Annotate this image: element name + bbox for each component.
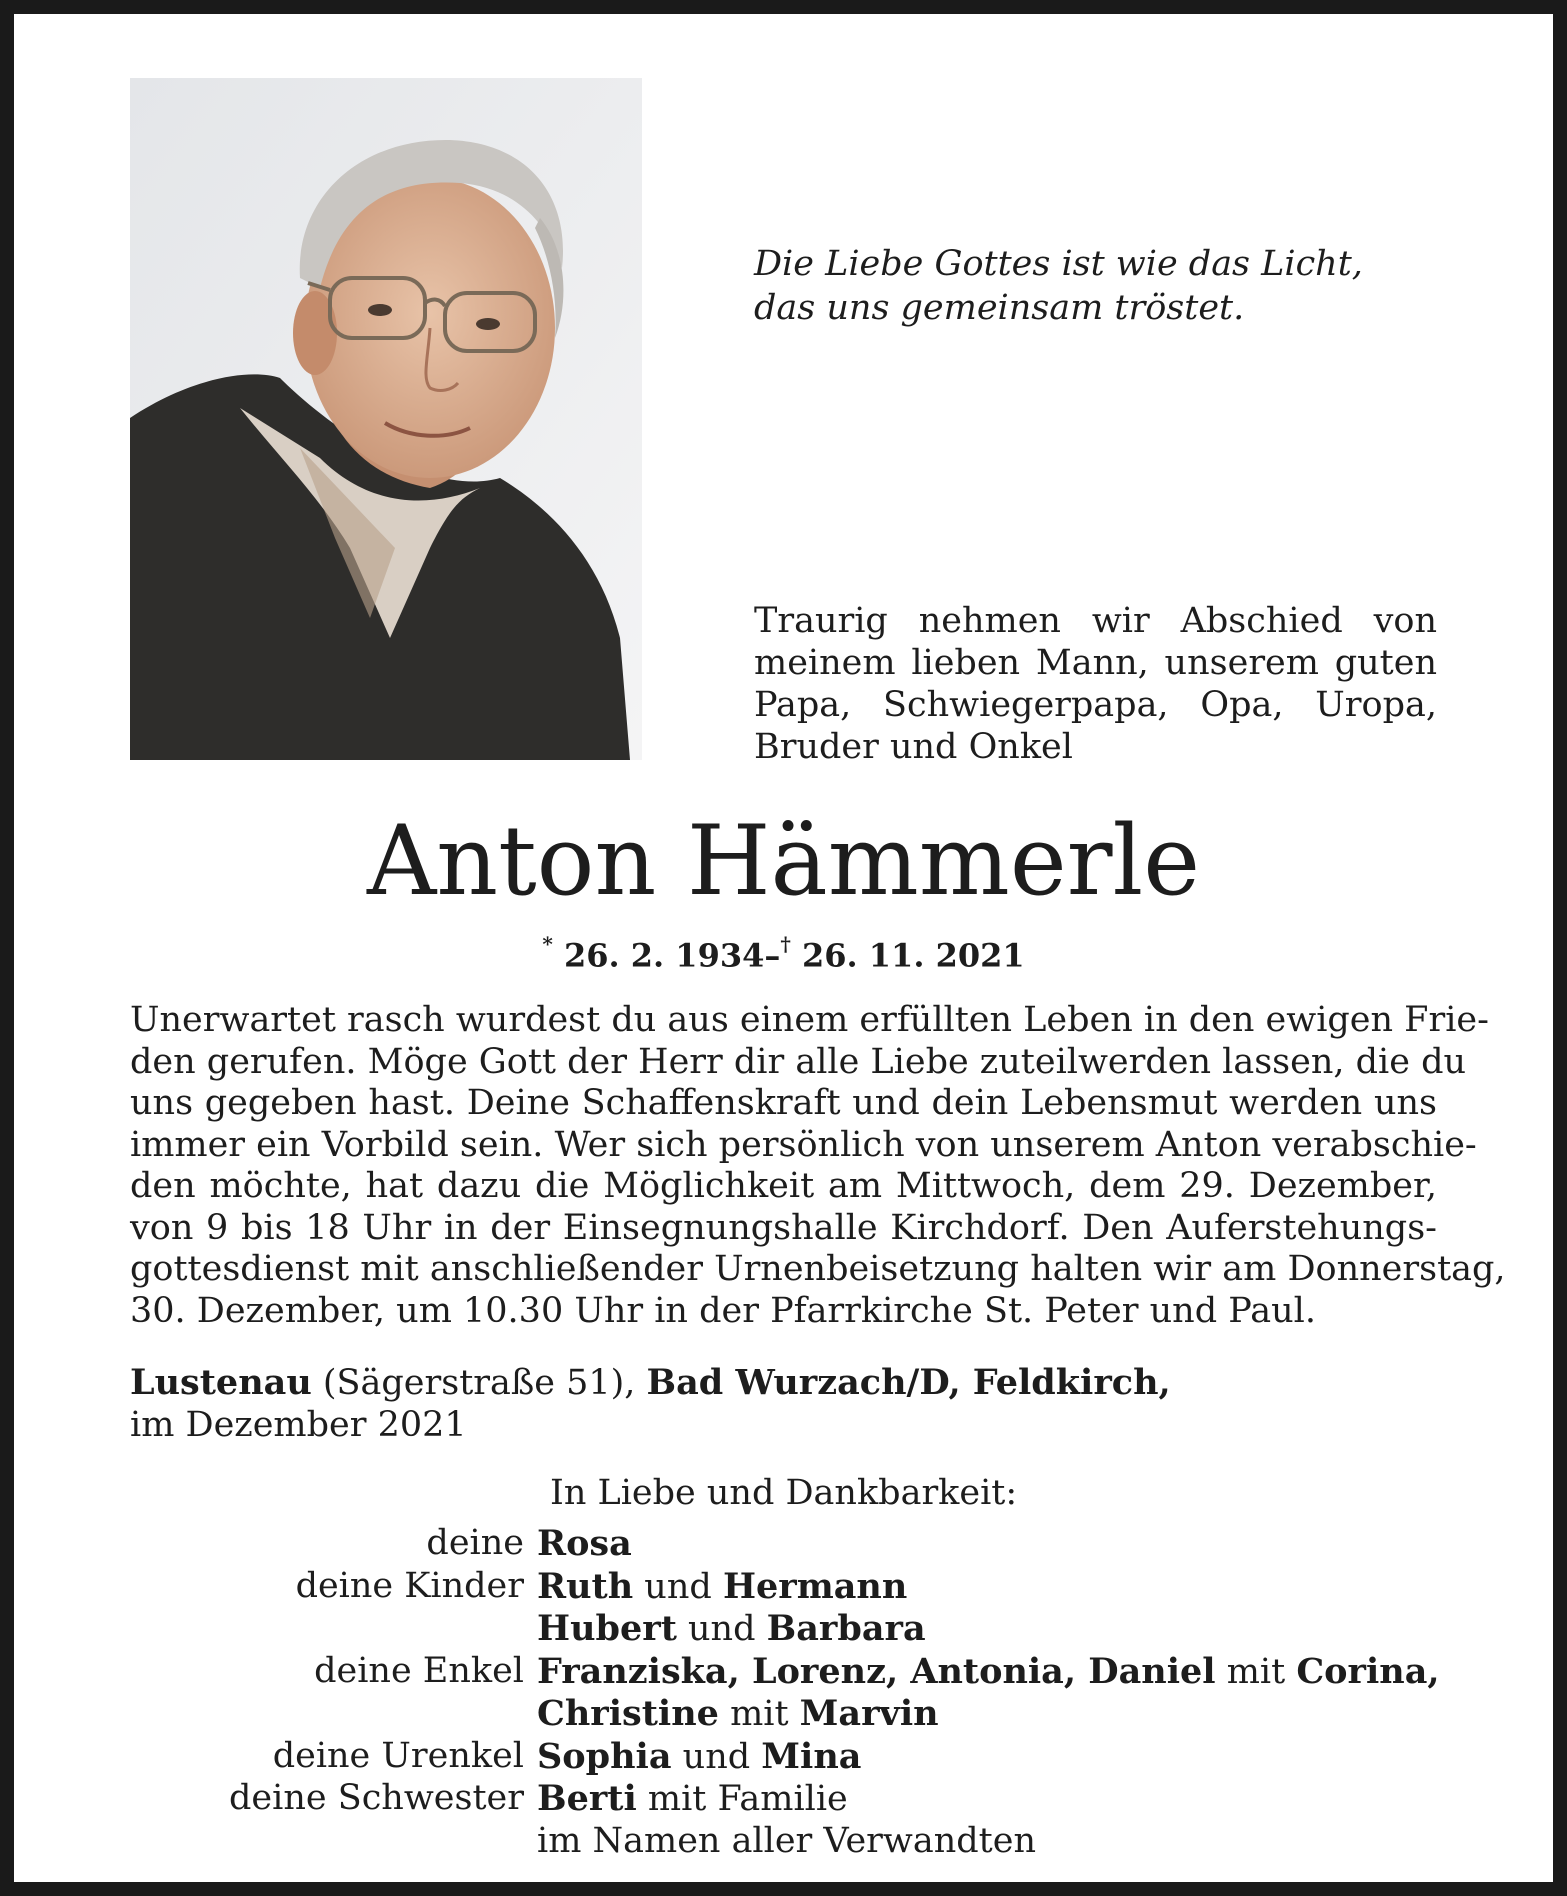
body-line: Unerwartet rasch wurdest du aus einem erfüllten Leben in den ewigen Frie-: [130, 1000, 1489, 1040]
notice-date: im Dezember 2021: [130, 1405, 467, 1445]
connector: und: [644, 1566, 712, 1607]
family-row: [130, 1608, 1450, 1651]
relation-label: deine: [426, 1523, 524, 1563]
intro-text: Traurig nehmen wir Abschied von meinem lieben Mann, unserem guten Papa, Schwiegerpapa, Opa, Uropa, Bruder und Onkel: [754, 601, 1437, 767]
relation-label: deine Enkel: [314, 1650, 524, 1691]
family-row: [130, 1736, 1450, 1779]
relatives-line: im Namen aller Verwandten: [537, 1820, 1036, 1861]
place-town-1: Lustenau: [130, 1362, 312, 1403]
birth-symbol: *: [542, 932, 553, 956]
family-name: Marvin: [799, 1693, 939, 1734]
bible-quote: [754, 242, 1474, 330]
family-row: [130, 1523, 1450, 1566]
place-and-date: [130, 1362, 1437, 1446]
body-line: gottesdienst mit anschließender Urnenbeisetzung halten wir am Donnerstag,: [130, 1249, 1506, 1289]
place-address: (Sägerstraße 51),: [311, 1363, 647, 1403]
relation-label: deine Kinder: [295, 1565, 524, 1606]
connector: und: [688, 1609, 756, 1649]
sister-family: mit Familie: [647, 1779, 848, 1819]
relation-label: deine Schwester: [229, 1778, 524, 1818]
death-symbol: †: [780, 932, 791, 956]
family-list: [130, 1523, 1450, 1862]
death-date: 26. 11. 2021: [801, 936, 1025, 975]
connector: mit: [730, 1694, 789, 1734]
family-name: Rosa: [537, 1523, 632, 1564]
family-name: Barbara: [766, 1608, 926, 1649]
body-line: von 9 bis 18 Uhr in der Einsegnungshalle Kirchdorf. Den Auferstehungs-: [130, 1207, 1437, 1248]
relation-label: [130, 1693, 537, 1736]
obituary-text: [130, 1000, 1506, 1332]
quote-line-2: das uns gemeinsam tröstet.: [754, 288, 1245, 328]
family-name: Ruth: [537, 1565, 634, 1607]
family-name: Hermann: [722, 1565, 908, 1607]
connector: und: [682, 1736, 751, 1777]
life-dates: [0, 928, 1567, 976]
relation-label: [130, 1608, 537, 1651]
body-line: den gerufen. Möge Gott der Herr dir alle Liebe zuteilwerden lassen, die du: [130, 1041, 1467, 1082]
place-line: [130, 1362, 1437, 1404]
quote-line-1: Die Liebe Gottes ist wie das Licht,: [754, 244, 1363, 284]
connector: mit: [1226, 1651, 1286, 1692]
portrait-photo: [130, 78, 642, 760]
family-name: Franziska, Lorenz, Antonia, Daniel: [537, 1650, 1216, 1692]
body-line: uns gegeben hast. Deine Schaffenskraft und dein Lebensmut werden uns: [130, 1083, 1437, 1123]
body-line: 30. Dezember, um 10.30 Uhr in der Pfarrkirche St. Peter und Paul.: [130, 1290, 1316, 1331]
family-row: [130, 1821, 1450, 1863]
family-name: Mina: [761, 1735, 862, 1777]
portrait-image: [130, 78, 642, 760]
body-line: immer ein Vorbild sein. Wer sich persönlich von unserem Anton verabschie-: [130, 1124, 1477, 1165]
family-name: Sophia: [537, 1735, 672, 1777]
family-name: Hubert: [537, 1608, 677, 1649]
family-row: [130, 1778, 1450, 1821]
family-row: [130, 1566, 1450, 1609]
family-row: [130, 1651, 1450, 1694]
deceased-name: Anton Hämmerle: [366, 805, 1201, 917]
family-name: Berti: [537, 1778, 637, 1819]
relation-label: [130, 1821, 537, 1863]
family-row: [130, 1693, 1450, 1736]
family-name: Christine: [537, 1693, 719, 1734]
body-line: den möchte, hat dazu die Möglichkeit am Mittwoch, dem 29. Dezember,: [130, 1166, 1437, 1206]
thanks-line: In Liebe und Dankbarkeit:: [550, 1473, 1018, 1513]
family-name: Corina,: [1296, 1650, 1440, 1692]
relation-label: deine Urenkel: [272, 1735, 524, 1776]
place-town-2: Bad Wurzach/D, Feldkirch,: [646, 1362, 1171, 1403]
birth-date: 26. 2. 1934: [563, 936, 765, 975]
date-separator: –: [764, 936, 781, 975]
